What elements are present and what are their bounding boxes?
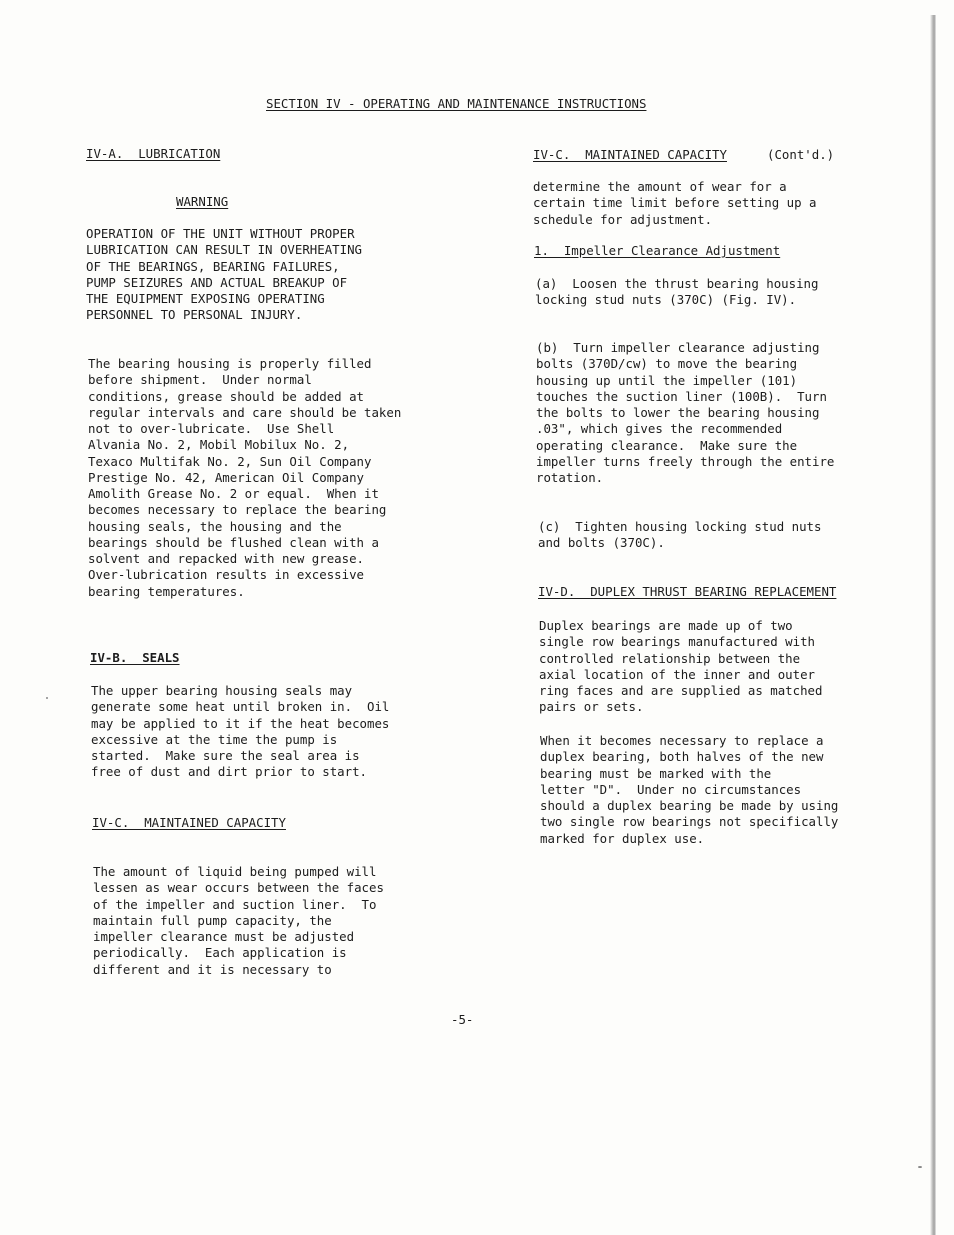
page-number: -5- [451,1012,474,1027]
warning-text: OPERATION OF THE UNIT WITHOUT PROPER LUBRICATION CAN RESULT IN OVERHEATING OF THE BEARINGS, BEARING FAILURES, PUMP SEIZURES AND ACTUAL BREAKUP OF THE EQUIPMENT EXPOSING OPERATING PERSONNEL TO PERSONAL INJURY. [86,226,363,323]
capacity-cont-heading: IV-C. MAINTAINED CAPACITY [533,147,727,162]
step-b-text: (b) Turn impeller clearance adjusting bolts (370D/cw) to move the bearing housing up until the impeller (101) touches the suction liner (100B). Turn the bolts to lower the bearing housing .03", which gives the recommended operating clearance. Make sure the impeller turns freely through the entire rotation. [536,340,835,485]
capacity-text: The amount of liquid being pumped will lessen as wear occurs between the faces of the impeller and suction liner. To maintain full pump capacity, the impeller clearance must be adjusted periodically. Each application is different and it is necessary to [93,864,384,977]
lubrication-heading: IV-A. LUBRICATION [86,146,221,161]
scan-edge-shadow [930,15,936,1235]
seals-text: The upper bearing housing seals may generate some heat until broken in. Oil may be applied to it if the heat becomes excessive at the time the pump is started. Make sure the seal area is free of dust and dirt prior to start. [91,683,390,780]
warning-heading: WARNING [176,194,229,209]
duplex-text-1: Duplex bearings are made up of two single row bearings manufactured with controlled relationship between the axial location of the inner and outer ring faces and are supplied as matched pairs or sets. [539,618,823,715]
scan-speck [918,1166,922,1168]
capacity-heading: IV-C. MAINTAINED CAPACITY [92,815,286,830]
impeller-clearance-heading: 1. Impeller Clearance Adjustment [534,243,781,258]
duplex-text-2: When it becomes necessary to replace a duplex bearing, both halves of the new bearing must be marked with the letter "D". Under no circumstances should a duplex bearing be made by using two single row bearings not specifically marked for duplex use. [540,733,839,846]
section-title: SECTION IV - OPERATING AND MAINTENANCE INSTRUCTIONS [266,96,647,111]
step-a-text: (a) Loosen the thrust bearing housing locking stud nuts (370C) (Fig. IV). [535,276,819,308]
seals-heading: IV-B. SEALS [90,650,180,665]
capacity-cont-suffix: (Cont'd.) [767,147,835,162]
step-c-text: (c) Tighten housing locking stud nuts and bolts (370C). [538,519,822,551]
duplex-heading: IV-D. DUPLEX THRUST BEARING REPLACEMENT [538,584,837,599]
scan-speck [46,697,48,699]
lubrication-text: The bearing housing is properly filled before shipment. Under normal conditions, grease should be added at regular intervals and care should be taken not to over-lubricate. Use Shell Alvania No. 2, Mobil Mobilux No. 2, Texaco Multifak No. 2, Sun Oil Company Prestige No. 42, American Oil Company Amolith Grease No. 2 or equal. When it becomes necessary to replace the bearing housing seals, the housing and the bearings should be flushed clean with a solvent and repacked with new grease. Over-lubrication results in excessive bearing temperatures. [88,356,402,599]
capacity-cont-text: determine the amount of wear for a certain time limit before setting up a schedule for adjustment. [533,179,817,227]
